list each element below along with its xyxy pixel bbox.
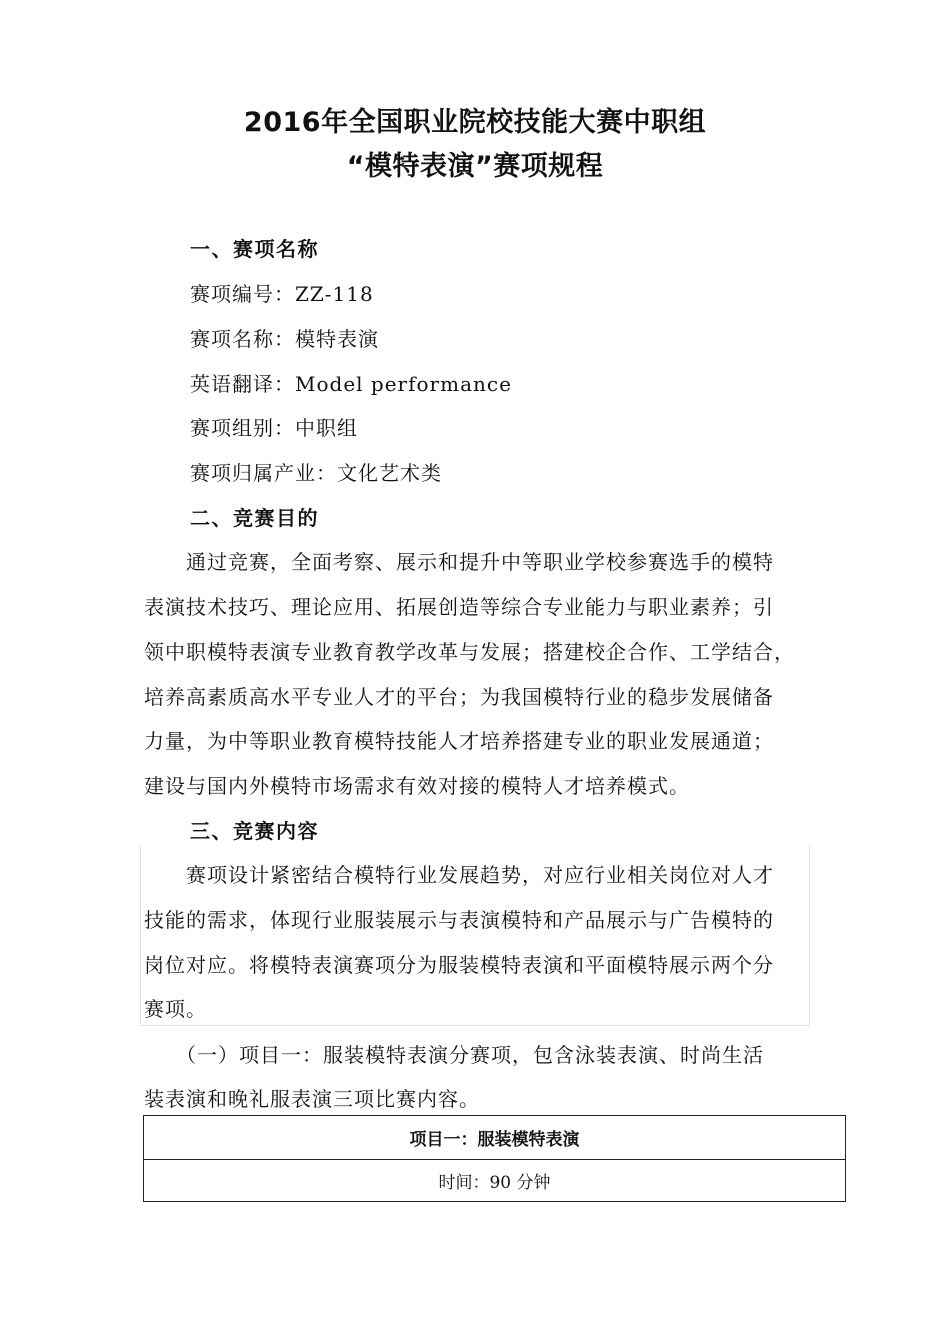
content-line: 技能的需求，体现行业服装展示与表演模特和产品展示与广告模特的 — [144, 908, 774, 932]
purpose-line: 力量，为中等职业教育模特技能人才培养搭建专业的职业发展通道； — [144, 729, 774, 753]
contest-industry: 赛项归属产业：文化艺术类 — [190, 461, 442, 485]
contest-name: 赛项名称：模特表演 — [190, 327, 379, 351]
purpose-line: 领中职模特表演专业教育教学改革与发展；搭建校企合作、工学结合， — [144, 640, 795, 664]
table-time-cell: 时间：90 分钟 — [144, 1160, 846, 1202]
document-title-line1: 2016年全国职业院校技能大赛中职组 — [243, 107, 707, 138]
contest-group: 赛项组别：中职组 — [190, 416, 358, 440]
section2-heading: 二、竞赛目的 — [190, 506, 319, 530]
subitem-line: （一）项目一：服装模特表演分赛项，包含泳装表演、时尚生活 — [144, 1043, 764, 1067]
subitem-line: 装表演和晚礼服表演三项比赛内容。 — [144, 1087, 480, 1111]
purpose-line: 培养高素质高水平专业人才的平台；为我国模特行业的稳步发展储备 — [144, 685, 774, 709]
purpose-line: 建设与国内外模特市场需求有效对接的模特人才培养模式。 — [144, 774, 690, 798]
table-row — [144, 1160, 846, 1202]
project-table — [143, 1115, 846, 1202]
contest-code: 赛项编号：ZZ-118 — [190, 282, 374, 306]
table-header-cell: 项目一：服装模特表演 — [144, 1116, 846, 1160]
section1-heading: 一、赛项名称 — [190, 237, 319, 261]
section3-heading: 三、竞赛内容 — [190, 819, 319, 843]
purpose-line: 表演技术技巧、理论应用、拓展创造等综合专业能力与职业素养；引 — [144, 595, 774, 619]
content-line: 岗位对应。将模特表演赛项分为服装模特表演和平面模特展示两个分 — [144, 953, 774, 977]
purpose-line: 通过竞赛，全面考察、展示和提升中等职业学校参赛选手的模特 — [144, 550, 774, 574]
table-row — [144, 1116, 846, 1160]
content-line: 赛项设计紧密结合模特行业发展趋势，对应行业相关岗位对人才 — [144, 863, 774, 887]
content-line: 赛项。 — [144, 997, 207, 1021]
document-title-line2: “模特表演”赛项规程 — [346, 151, 604, 182]
english-translation: 英语翻译：Model performance — [190, 372, 512, 396]
